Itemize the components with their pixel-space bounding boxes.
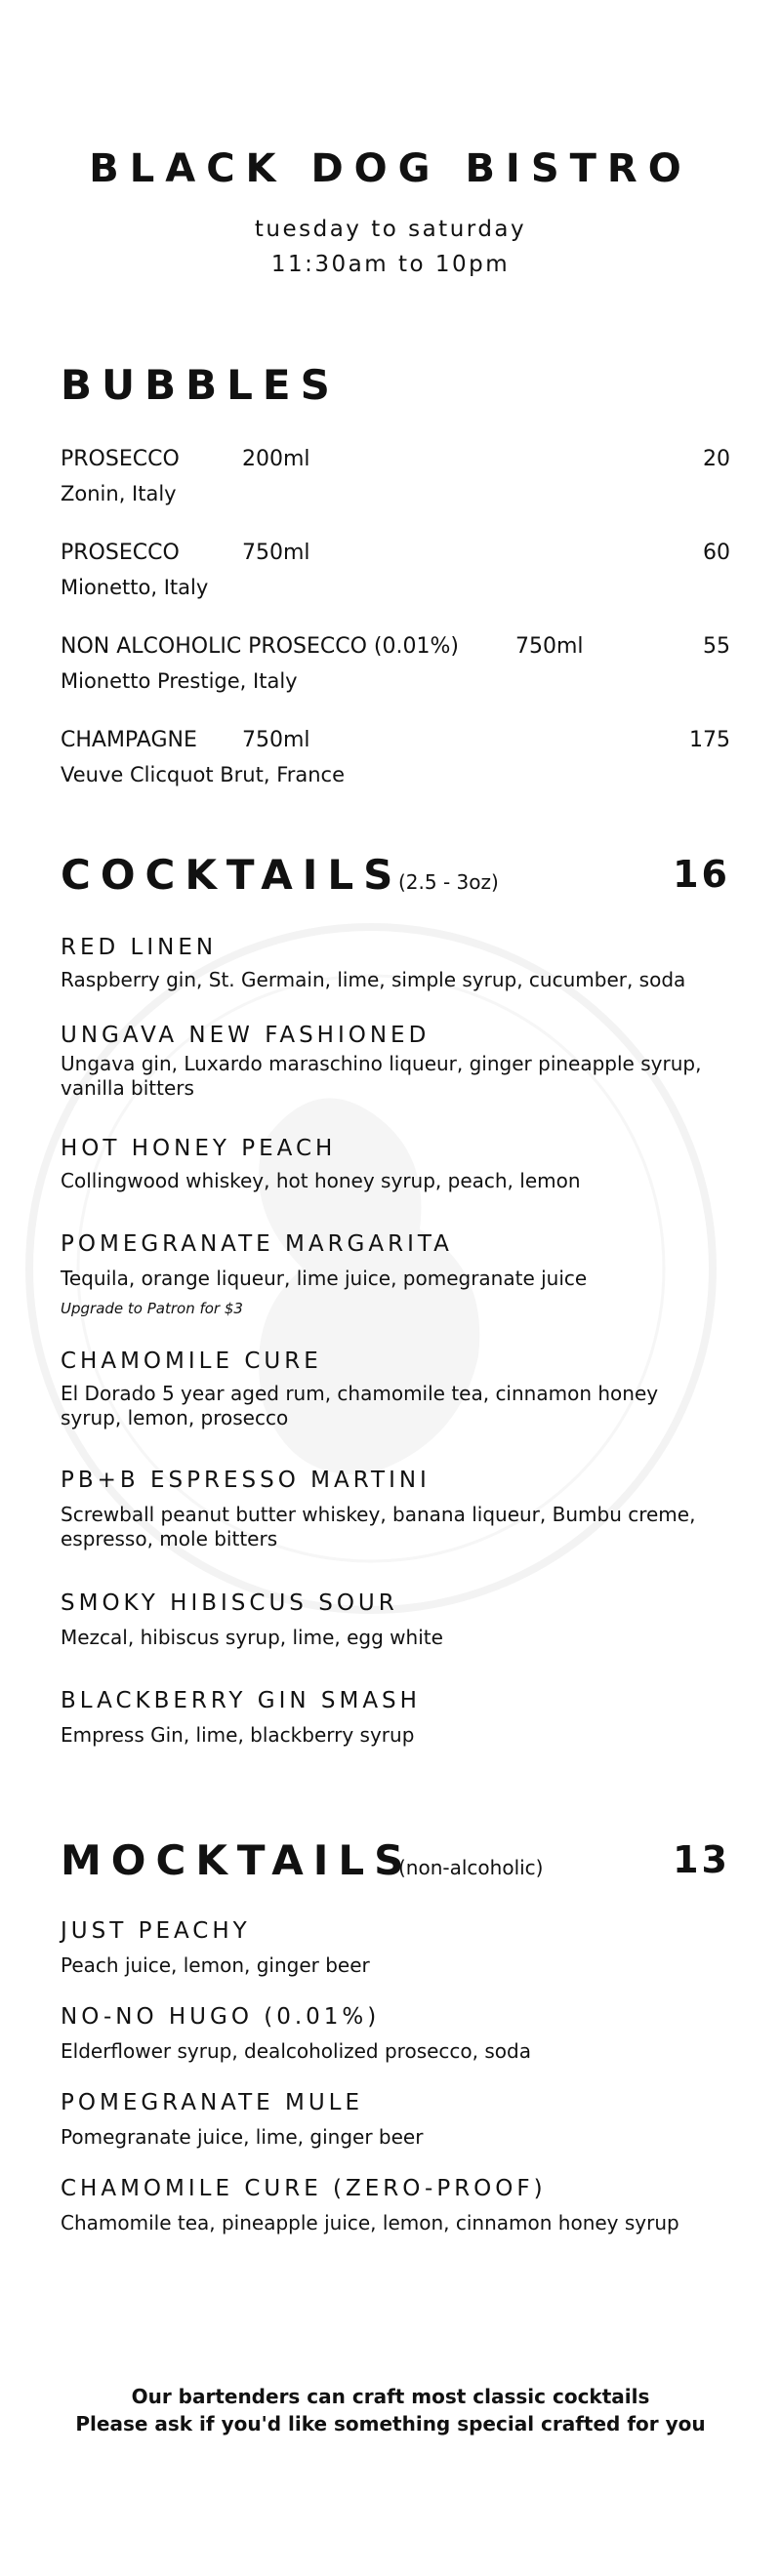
bubbles-item-name: CHAMPAGNE [61,728,197,752]
bubbles-item-size: 750ml [515,634,584,659]
cocktail-description: Empress Gin, lime, blackberry syrup [61,1723,415,1747]
cocktail-name: POMEGRANATE MARGARITA [61,1231,453,1257]
cocktail-name: RED LINEN [61,935,218,960]
cocktails-price: 16 [673,853,730,896]
bubbles-item-origin: Mionetto Prestige, Italy [61,669,298,693]
bubbles-heading: BUBBLES [61,361,340,409]
cocktails-pour-note: (2.5 - 3oz) [398,870,499,894]
cocktail-description: Collingwood whiskey, hot honey syrup, peach, lemon [61,1169,581,1192]
mocktail-name: CHAMOMILE CURE (ZERO-PROOF) [61,2176,547,2201]
bubbles-item-origin: Mionetto, Italy [61,576,209,599]
cocktail-description: El Dorado 5 year aged rum, chamomile tea, cinnamon honey syrup, lemon, prosecco [61,1382,659,1429]
mocktails-heading: MOCKTAILS [61,1836,414,1884]
mocktail-description: Elderflower syrup, dealcoholized prosecco, soda [61,2039,531,2063]
restaurant-title: BLACK DOG BISTRO [89,146,692,191]
footer-line-2: Please ask if you'd like something special crafted for you [75,2412,706,2435]
hours-time: 11:30am to 10pm [270,252,511,277]
mocktail-description: Pomegranate juice, lime, ginger beer [61,2125,424,2149]
mocktail-description: Chamomile tea, pineapple juice, lemon, cinnamon honey syrup [61,2211,679,2234]
cocktail-name: BLACKBERRY GIN SMASH [61,1688,421,1713]
bubbles-item-name: PROSECCO [61,447,180,471]
mocktail-name: JUST PEACHY [61,1918,251,1944]
bubbles-item-origin: Zonin, Italy [61,482,177,505]
cocktail-name: UNGAVA NEW FASHIONED [61,1023,431,1048]
cocktail-name: CHAMOMILE CURE [61,1348,322,1374]
mocktail-name: POMEGRANATE MULE [61,2090,364,2115]
cocktail-name: PB+B ESPRESSO MARTINI [61,1468,431,1493]
mocktails-note: (non-alcoholic) [398,1856,544,1879]
cocktail-description: Mezcal, hibiscus syrup, lime, egg white [61,1626,443,1649]
bubbles-item-name: PROSECCO [61,541,180,565]
bubbles-item-origin: Veuve Clicquot Brut, France [61,763,346,786]
footer-line-1: Our bartenders can craft most classic cocktails [131,2385,650,2408]
mocktails-price: 13 [673,1838,730,1881]
mocktail-description: Peach juice, lemon, ginger beer [61,1953,370,1977]
hours-days: tuesday to saturday [254,217,527,242]
cocktails-heading: COCKTAILS [61,851,403,899]
bubbles-item-price: 20 [703,447,730,471]
mocktail-name: NO-NO HUGO (0.01%) [61,2004,381,2030]
bubbles-item-price: 175 [689,728,730,752]
cocktail-description: Tequila, orange liqueur, lime juice, pomegranate juice [61,1267,588,1290]
cocktail-description: Screwball peanut butter whiskey, banana liqueur, Bumbu creme, espresso, mole bitters [61,1503,696,1550]
bubbles-item-price: 60 [703,541,730,565]
bubbles-item-price: 55 [703,634,730,659]
bubbles-item-size: 750ml [242,728,310,752]
cocktail-description: Raspberry gin, St. Germain, lime, simple syrup, cucumber, soda [61,968,686,991]
bubbles-item-size: 200ml [242,447,310,471]
cocktail-upgrade-note: Upgrade to Patron for $3 [61,1300,243,1317]
bubbles-item-name: NON ALCOHOLIC PROSECCO (0.01%) [61,634,459,659]
cocktail-name: SMOKY HIBISCUS SOUR [61,1590,398,1616]
cocktail-description: Ungava gin, Luxardo maraschino liqueur, ginger pineapple syrup, vanilla bitters [61,1052,702,1100]
bubbles-item-size: 750ml [242,541,310,565]
cocktail-name: HOT HONEY PEACH [61,1136,337,1161]
